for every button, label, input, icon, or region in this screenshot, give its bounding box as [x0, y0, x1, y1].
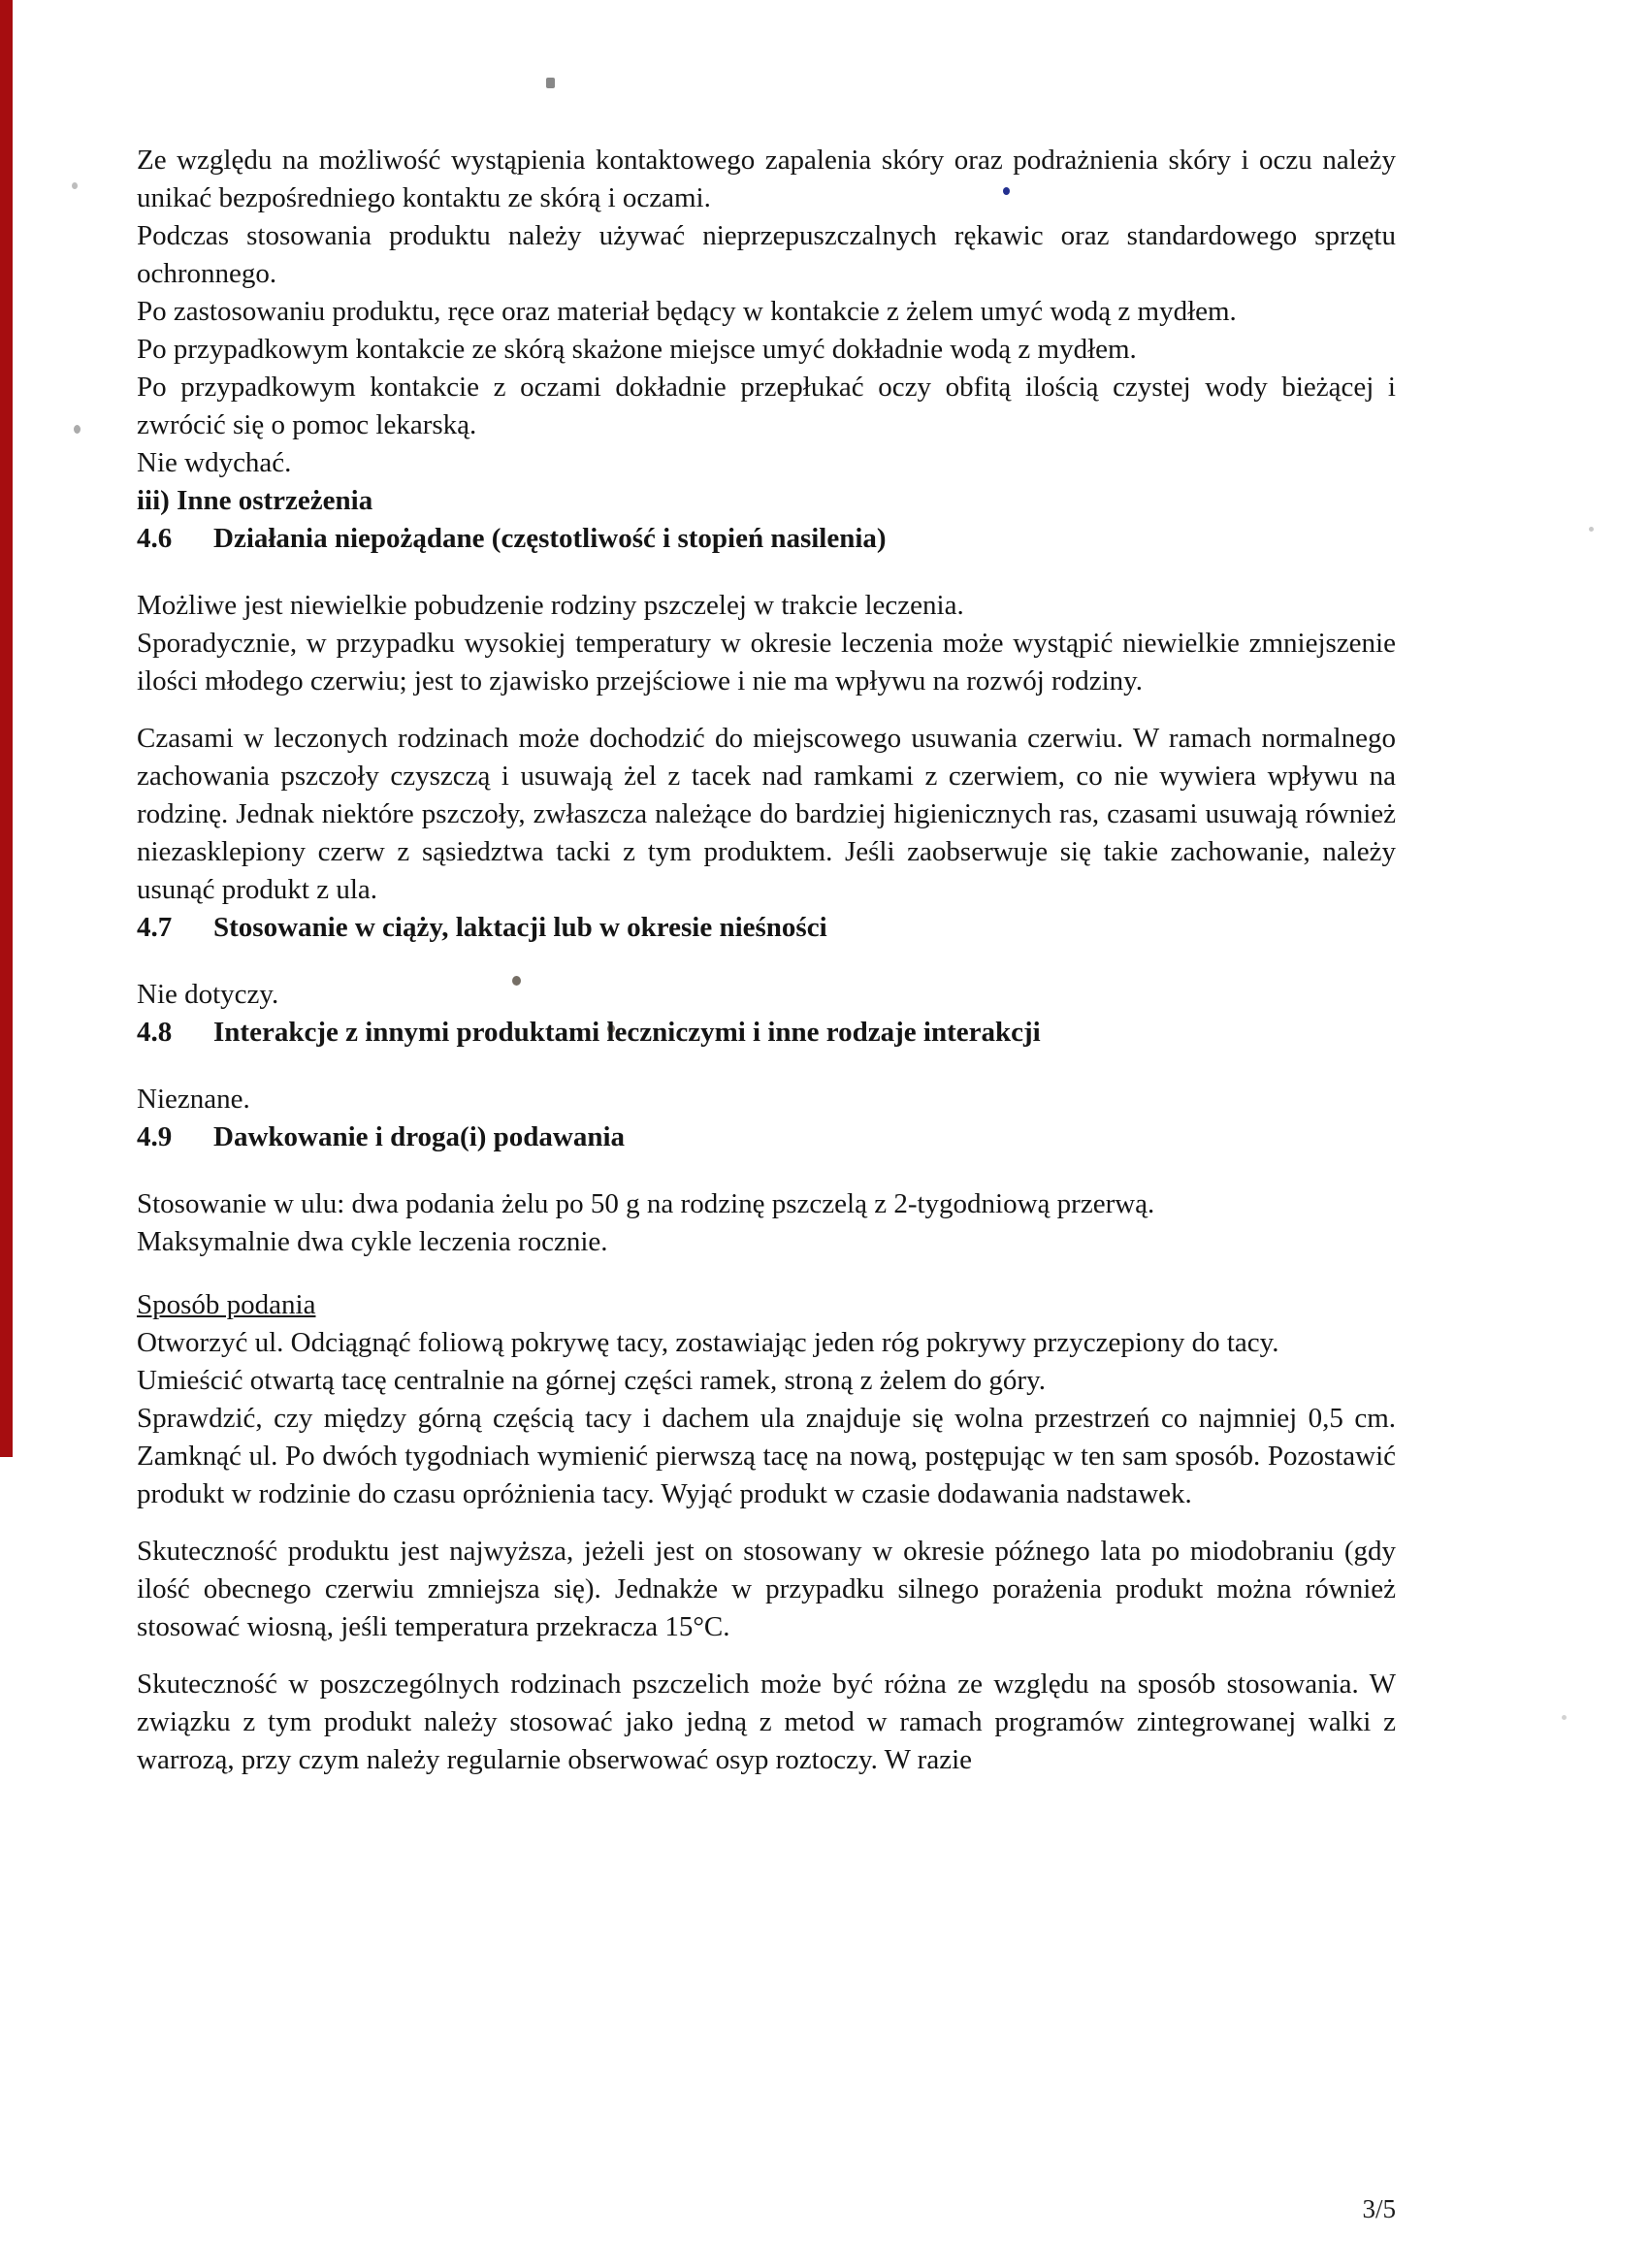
- section-number: 4.7: [137, 912, 173, 943]
- section-heading-4-7: [137, 909, 1396, 947]
- scan-artifact: [72, 182, 78, 189]
- safety-paragraph: Nie wdychać.: [137, 447, 292, 478]
- body-paragraph: Sporadycznie, w przypadku wysokiej temperatury w okresie leczenia może wystąpić niewielkie zmniejszenie ilości młodego czerwiu; jest to zjawisko przejściowe i nie ma wpływu na rozwój rodziny.: [137, 628, 1396, 697]
- body-paragraph: Nieznane.: [137, 1084, 250, 1115]
- body-paragraph: Możliwe jest niewielkie pobudzenie rodziny pszczelej w trakcie leczenia.: [137, 590, 964, 621]
- scan-artifact: [74, 425, 81, 434]
- scan-artifact: [1589, 527, 1594, 532]
- section-title: Interakcje z innymi produktami leczniczymi i inne rodzaje interakcji: [213, 1017, 1041, 1048]
- page-content: [137, 142, 1396, 1779]
- safety-paragraph: Po przypadkowym kontakcie z oczami dokładnie przepłukać oczy obfitą ilością czystej wody bieżącej i zwrócić się o pomoc lekarską.: [137, 372, 1396, 440]
- section-number: 4.8: [137, 1017, 173, 1048]
- section-heading-4-6: [137, 520, 1396, 558]
- body-paragraph: Stosowanie w ulu: dwa podania żelu po 50 g na rodzinę pszczelą z 2-tygodniową przerwą.: [137, 1188, 1155, 1219]
- safety-paragraph: Ze względu na możliwość wystąpienia kontaktowego zapalenia skóry oraz podrażnienia skóry i oczu należy unikać bezpośredniego kontaktu ze skórą i oczami.: [137, 145, 1396, 213]
- scan-artifact: [1562, 1715, 1567, 1720]
- method-of-administration-heading: Sposób podania: [137, 1289, 316, 1320]
- section-title: Działania niepożądane (częstotliwość i stopień nasilenia): [213, 523, 887, 554]
- section-number: 4.6: [137, 523, 173, 554]
- body-paragraph: Czasami w leczonych rodzinach może dochodzić do miejscowego usuwania czerwiu. W ramach normalnego zachowania pszczoły czyszczą i usuwają żel z tacek nad ramkami z czerwiem, co nie wywiera wpływu na rodzinę. Jednak niektóre pszczoły, zwłaszcza należące do bardziej higienicznych ras, czasami usuwają również niezasklepiony czerw z sąsiedztwa tacki z tym produktem. Jeśli zaobserwuje się takie zachowanie, należy usunąć produkt z ula.: [137, 723, 1396, 905]
- page-number: 3/5: [1362, 2194, 1396, 2223]
- scan-artifact: [546, 78, 555, 88]
- body-paragraph: Sprawdzić, czy między górną częścią tacy i dachem ula znajduje się wolna przestrzeń co najmniej 0,5 cm. Zamknąć ul. Po dwóch tygodniach wymienić pierwszą tacę na nową, postępując w ten sam sposób. Pozostawić produkt w rodzinie do czasu opróżnienia tacy. Wyjąć produkt w czasie dodawania nadstawek.: [137, 1403, 1396, 1509]
- body-paragraph: Umieścić otwartą tacę centralnie na górnej części ramek, stroną z żelem do góry.: [137, 1365, 1046, 1396]
- scan-edge-red-bar: [0, 0, 13, 1457]
- section-title: Stosowanie w ciąży, laktacji lub w okresie nieśności: [213, 912, 827, 943]
- safety-paragraph: Podczas stosowania produktu należy używać nieprzepuszczalnych rękawic oraz standardowego sprzętu ochronnego.: [137, 220, 1396, 289]
- section-title: Dawkowanie i droga(i) podawania: [213, 1121, 626, 1152]
- section-heading-4-9: [137, 1118, 1396, 1156]
- other-warnings-heading: iii) Inne ostrzeżenia: [137, 485, 373, 516]
- safety-paragraph: Po zastosowaniu produktu, ręce oraz materiał będący w kontakcie z żelem umyć wodą z mydłem.: [137, 296, 1237, 327]
- body-paragraph: Nie dotyczy.: [137, 979, 279, 1010]
- body-paragraph: Skuteczność produktu jest najwyższa, jeżeli jest on stosowany w okresie późnego lata po miodobraniu (gdy ilość obecnego czerwiu zmniejsza się). Jednakże w przypadku silnego porażenia produkt można również stosować wiosną, jeśli temperatura przekracza 15°C.: [137, 1536, 1396, 1642]
- body-paragraph: Skuteczność w poszczególnych rodzinach pszczelich może być różna ze względu na sposób stosowania. W związku z tym produkt należy stosować jako jedną z metod w ramach programów zintegrowanej walki z warrozą, przy czym należy regularnie obserwować osyp roztoczy. W razie: [137, 1669, 1396, 1775]
- section-heading-4-8: [137, 1014, 1396, 1052]
- section-number: 4.9: [137, 1121, 173, 1152]
- safety-paragraph: Po przypadkowym kontakcie ze skórą skażone miejsce umyć dokładnie wodą z mydłem.: [137, 334, 1137, 365]
- body-paragraph: Otworzyć ul. Odciągnąć foliową pokrywę tacy, zostawiając jeden róg pokrywy przyczepiony do tacy.: [137, 1327, 1279, 1358]
- body-paragraph: Maksymalnie dwa cykle leczenia rocznie.: [137, 1226, 608, 1257]
